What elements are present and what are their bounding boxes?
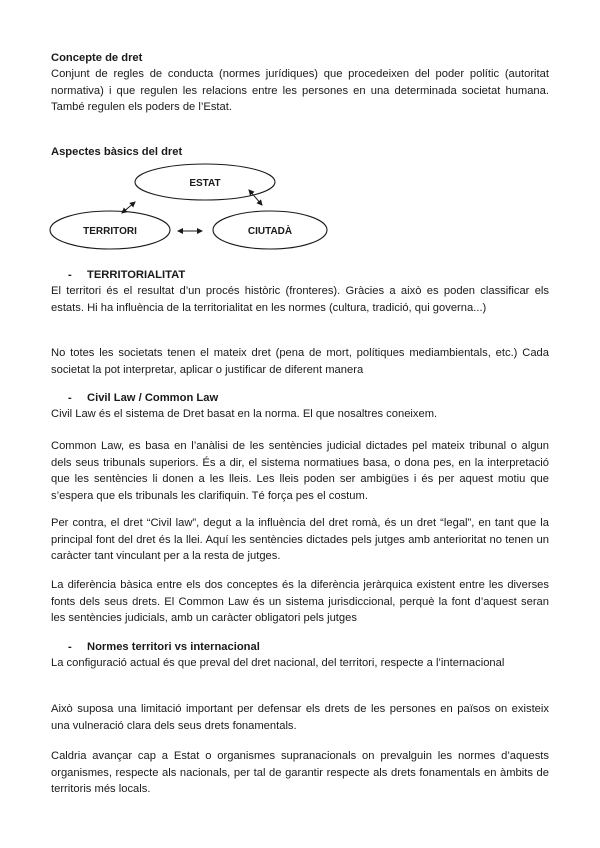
aspectes-diagram — [40, 160, 340, 260]
node-territori-label: TERRITORI — [83, 226, 137, 237]
paragraph-civil-law-1: Civil Law és el sistema de Dret basat en la norma. El que nosaltres coneixem. — [51, 408, 438, 420]
bullet-dash: - — [68, 641, 72, 653]
paragraph-civil-law-4: La diferència bàsica entre els dos conceptes és la diferència jeràrquica existent entre les diverses fonts dels seus drets. El Common Law és un sistema jurisdiccional, perquè la font d’aquest seran les sentències judicials, amb un caràcter obligatori pels jutges — [51, 579, 549, 624]
bullet-dash: - — [68, 392, 72, 404]
bullet-civil-law — [68, 391, 218, 406]
paragraph-normes-2: Això suposa una limitació important per defensar els drets de les persones en països on existeix una vulneració clara dels seus drets fonamentals. — [51, 703, 549, 732]
node-estat-label: ESTAT — [189, 178, 221, 189]
paragraph-civil-law-3: Per contra, el dret “Civil law”, degut a la influència del dret romà, és un dret “legal”, en tant que la principal font del dret és la llei. Aquí les sentències dictades pels jutges amb anterioritat no tenen un caràcter tant vinculant per a la resta de jutges. — [51, 517, 549, 562]
node-ciutada-label: CIUTADÀ — [247, 226, 293, 237]
paragraph-territorialitat-1: El territori és el resultat d’un procés històric (fronteres). Gràcies a això es poden classificar els estats. Hi ha influència de la territorialitat en les normes (cultura, tradició, qui governa...) — [51, 285, 549, 314]
bullet-territorialitat — [68, 268, 185, 283]
bullet-title: Civil Law / Common Law — [87, 392, 219, 404]
heading-aspectes: Aspectes bàsics del dret — [51, 146, 183, 158]
paragraph-territorialitat-2: No totes les societats tenen el mateix dret (pena de mort, polítiques mediambientals, etc.) Cada societat la pot interpretar, aplicar o justificar de diferent manera — [51, 347, 549, 376]
paragraph-normes-3: Caldria avançar cap a Estat o organismes supranacionals on prevalguin les normes d’aquests organismes, respecte als nacionals, per tal de garantir respecte als drets fonamentals en àmbits de territoris més locals. — [51, 750, 549, 795]
paragraph-concepte: Conjunt de regles de conducta (normes jurídiques) que procedeixen del poder polític (autoritat normativa) i que regulen les relacions entre les persones en una determinada societat humana. També regulen els poders de l’Estat. — [51, 68, 549, 113]
bullet-dash: - — [68, 269, 72, 281]
bullet-normes — [68, 640, 260, 655]
paragraph-civil-law-2: Common Law, es basa en l’anàlisi de les sentències judicial dictades pel mateix tribunal o algun dels seus tribunals superiors. És a dir, el sistema normatiues basa, o dona pes, en la interpretació que les sentències li donen a les lleis. Les lleis poden ser ambigües i és per aquest motiu que s’espera que els tribunals les clarifiquin. Té força pes el costum. — [51, 440, 549, 502]
paragraph-normes-1: La configuració actual és que preval del dret nacional, del territori, respecte a l’internacional — [51, 657, 505, 669]
arrow-estat-ciutada — [249, 190, 262, 205]
heading-concepte: Concepte de dret — [51, 52, 143, 64]
bullet-title: TERRITORIALITAT — [87, 269, 186, 281]
bullet-title: Normes territori vs internacional — [87, 641, 260, 653]
